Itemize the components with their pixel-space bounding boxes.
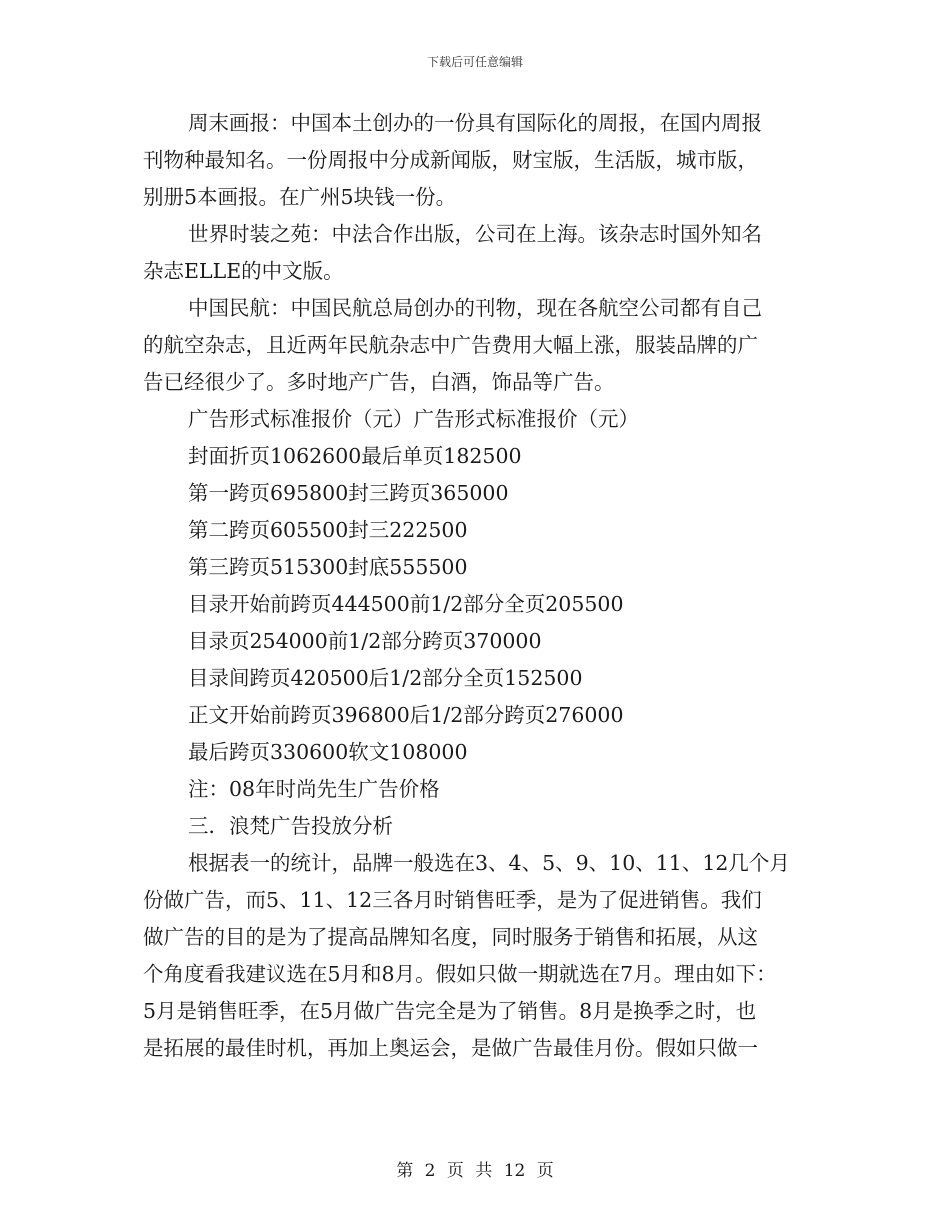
text-line: 最后跨页330600软文108000 <box>188 740 468 764</box>
text-line: 是拓展的最佳时机，再加上奥运会，是做广告最佳月份。假如只做一 <box>143 1036 758 1060</box>
text-line: 5月是销售旺季，在5月做广告完全是为了销售。8月是换季之时，也 <box>143 999 757 1023</box>
text-line: 告已经很少了。多时地产广告，白酒，饰品等广告。 <box>143 370 615 394</box>
text-line: 世界时装之苑：中法合作出版，公司在上海。该杂志时国外知名 <box>188 222 762 246</box>
page-header: 下载后可任意编辑 <box>426 55 523 69</box>
text-line: 封面折页1062600最后单页182500 <box>188 444 522 468</box>
text-line: 注：08年时尚先生广告价格 <box>188 777 440 801</box>
document-body <box>143 105 833 1067</box>
text-line: 根据表一的统计，品牌一般选在3、4、5、9、10、11、12几个月 <box>188 851 790 875</box>
text-line: 中国民航：中国民航总局创办的刊物，现在各航空公司都有自己 <box>188 296 762 320</box>
text-line: 杂志ELLE的中文版。 <box>143 259 344 283</box>
page-footer: 第 2 页 共 12 页 <box>396 1161 554 1181</box>
text-line: 三．浪梵广告投放分析 <box>188 814 393 838</box>
text-line: 刊物种最知名。一份周报中分成新闻版，财宝版，生活版，城市版， <box>143 148 758 172</box>
text-line: 第一跨页695800封三跨页365000 <box>188 481 509 505</box>
text-line: 做广告的目的是为了提高品牌知名度，同时服务于销售和拓展，从这 <box>143 925 758 949</box>
text-line: 个角度看我建议选在5月和8月。假如只做一期就选在7月。理由如下： <box>143 962 777 986</box>
text-line: 广告形式标准报价（元）广告形式标准报价（元） <box>188 407 639 431</box>
text-line: 份做广告，而5、11、12三各月时销售旺季，是为了促进销售。我们 <box>143 888 762 912</box>
text-line: 目录间跨页420500后1/2部分全页152500 <box>188 666 583 690</box>
text-line: 的航空杂志，且近两年民航杂志中广告费用大幅上涨，服装品牌的广 <box>143 333 758 357</box>
text-line: 目录页254000前1/2部分跨页370000 <box>188 629 542 653</box>
text-line: 目录开始前跨页444500前1/2部分全页205500 <box>188 592 624 616</box>
text-line: 别册5本画报。在广州5块钱一份。 <box>143 185 457 209</box>
text-line: 第三跨页515300封底555500 <box>188 555 468 579</box>
text-line: 正文开始前跨页396800后1/2部分跨页276000 <box>188 703 624 727</box>
text-line: 周末画报：中国本土创办的一份具有国际化的周报，在国内周报 <box>188 111 762 135</box>
text-line: 第二跨页605500封三222500 <box>188 518 468 542</box>
